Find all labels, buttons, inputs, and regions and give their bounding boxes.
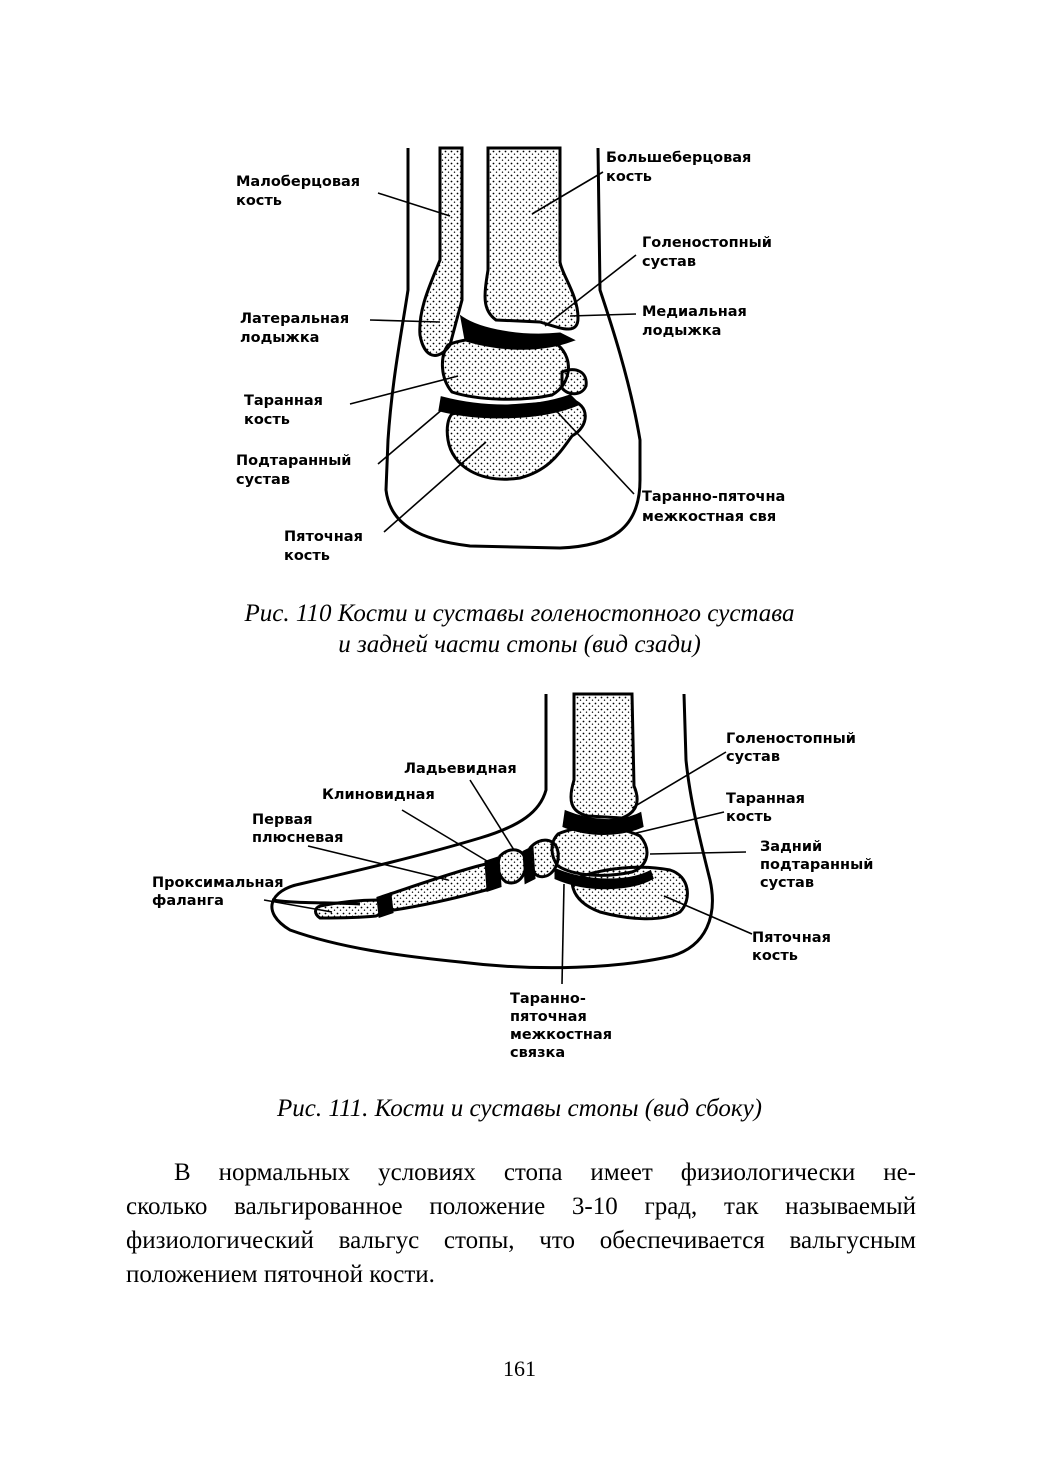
svg-text:сустав (726, 749, 780, 765)
label-ligament-1: Таранно-пяточна (642, 489, 786, 505)
cuneiform-bone (498, 850, 526, 883)
label-ankle-joint-1: Голеностопный (642, 235, 772, 251)
svg-text:лодыжка (642, 323, 721, 339)
label-f2-subtalar-2: подтаранный (760, 857, 874, 873)
svg-text:кость (284, 548, 330, 564)
svg-text:пяточная (510, 1009, 587, 1025)
label-f2-phalanx-2: фаланга (152, 893, 224, 909)
svg-text:Таранно- (510, 991, 586, 1007)
fibula-bone (420, 148, 462, 355)
svg-text:Голеностопный (726, 731, 856, 747)
figure-111-labels (152, 731, 873, 1061)
label-lateral-malleolus-1: Латеральная (240, 311, 350, 327)
paragraph-line-1: В нормальных условиях стопа имеет физиологически не- (174, 1159, 916, 1186)
label-f2-ankle-joint-1: Голеностопный (726, 731, 856, 747)
svg-text:сустав (760, 875, 814, 891)
label-fibula-1: Малоберцовая (236, 174, 361, 190)
calcaneus-bone (447, 400, 585, 479)
label-f2-cuneiform: Клиновидная (322, 787, 435, 803)
label-subtalar-2: сустав (236, 472, 291, 488)
label-f2-subtalar-3: сустав (760, 875, 815, 891)
svg-text:кость (244, 412, 290, 428)
paragraph-line-2: сколько вальгированное положение 3-10 град, так называемый (126, 1193, 916, 1220)
label-f2-talus-1: Таранная (726, 791, 805, 807)
label-tibia-1: Большеберцовая (606, 150, 752, 166)
svg-text:кость (606, 169, 652, 185)
label-talus-1: Таранная (244, 393, 323, 409)
svg-text:плюсневая (252, 830, 343, 846)
first-metatarsal (387, 864, 492, 910)
svg-text:Большеберцовая (606, 150, 751, 166)
label-f2-navicular: Ладьевидная (404, 761, 517, 777)
figure-111-caption (0, 1093, 1039, 1124)
label-ligament-2: межкостная свя (642, 509, 777, 525)
svg-text:лодыжка (240, 330, 319, 346)
label-lateral-malleolus-2: лодыжка (240, 330, 320, 346)
body-paragraph (126, 1156, 916, 1292)
label-f2-ligament-1: Таранно- (510, 991, 586, 1007)
svg-text:Первая (252, 812, 313, 828)
label-f2-subtalar-1: Задний (760, 839, 823, 855)
svg-text:сустав (642, 254, 696, 270)
svg-text:сустав (236, 472, 290, 488)
label-f2-ankle-joint-2: сустав (726, 749, 781, 765)
label-f2-ligament-2: пяточная (510, 1009, 587, 1025)
label-f2-talus-2: кость (726, 809, 772, 825)
label-f2-metatarsal-1: Первая (252, 812, 313, 828)
label-subtalar-1: Подтаранный (236, 453, 352, 469)
svg-text:Клиновидная (322, 787, 435, 803)
svg-text:межкостная (510, 1027, 612, 1043)
svg-text:Ладьевидная (404, 761, 517, 777)
figure-110-caption-line-1: Рис. 110 Кости и суставы голеностопного сустава (244, 600, 795, 627)
label-f2-metatarsal-2: плюсневая (252, 830, 344, 846)
figure-110-drawing (350, 148, 640, 548)
svg-text:Пяточная (752, 930, 831, 946)
label-f2-calcaneus-1: Пяточная (752, 930, 831, 946)
svg-text:Задний (760, 839, 822, 855)
talus-bone (442, 338, 568, 399)
svg-text:Малоберцовая (236, 174, 360, 190)
label-calcaneus-1: Пяточная (284, 529, 363, 545)
svg-text:кость (236, 193, 282, 209)
svg-text:фаланга (152, 893, 224, 909)
sustentaculum (562, 370, 586, 394)
svg-text:Голеностопный (642, 235, 772, 251)
label-talus-2: кость (244, 412, 290, 428)
label-calcaneus-2: кость (284, 548, 330, 564)
svg-text:Таранно-пяточна (642, 489, 785, 505)
label-f2-ligament-4: связка (510, 1045, 566, 1061)
svg-text:Пяточная (284, 529, 363, 545)
label-medial-malleolus-2: лодыжка (642, 323, 722, 339)
svg-text:кость (726, 809, 772, 825)
svg-text:Таранная (244, 393, 323, 409)
svg-text:Проксимальная (152, 875, 284, 891)
svg-text:Подтаранный (236, 453, 351, 469)
label-f2-phalanx-1: Проксимальная (152, 875, 284, 891)
figure-111-caption-line-1: Рис. 111. Кости и суставы стопы (вид сбоку) (277, 1095, 762, 1122)
paragraph-line-4: положением пяточной кости. (126, 1261, 435, 1288)
label-medial-malleolus-1: Медиальная (642, 304, 747, 320)
svg-text:межкостная свя (642, 509, 776, 525)
svg-text:Латеральная (240, 311, 349, 327)
tibia-shaft (571, 694, 637, 818)
svg-text:подтаранный (760, 857, 873, 873)
svg-text:Медиальная (642, 304, 747, 320)
tibia-bone (485, 148, 578, 329)
label-fibula-2: кость (236, 193, 282, 209)
paragraph-line-3: физиологический вальгус стопы, что обеспечивается вальгусным (126, 1227, 916, 1254)
label-tibia-2: кость (606, 169, 652, 185)
figure-110-caption (0, 598, 1039, 660)
label-f2-calcaneus-2: кость (752, 948, 798, 964)
figure-110-caption-line-2: и задней части стопы (вид сзади) (338, 631, 701, 658)
svg-text:Таранная (726, 791, 805, 807)
label-f2-ligament-3: межкостная (510, 1027, 613, 1043)
svg-text:связка (510, 1045, 565, 1061)
calcaneus-lateral (572, 867, 687, 919)
page-number: 161 (503, 1356, 536, 1381)
label-ankle-joint-2: сустав (642, 254, 697, 270)
svg-text:кость (752, 948, 798, 964)
